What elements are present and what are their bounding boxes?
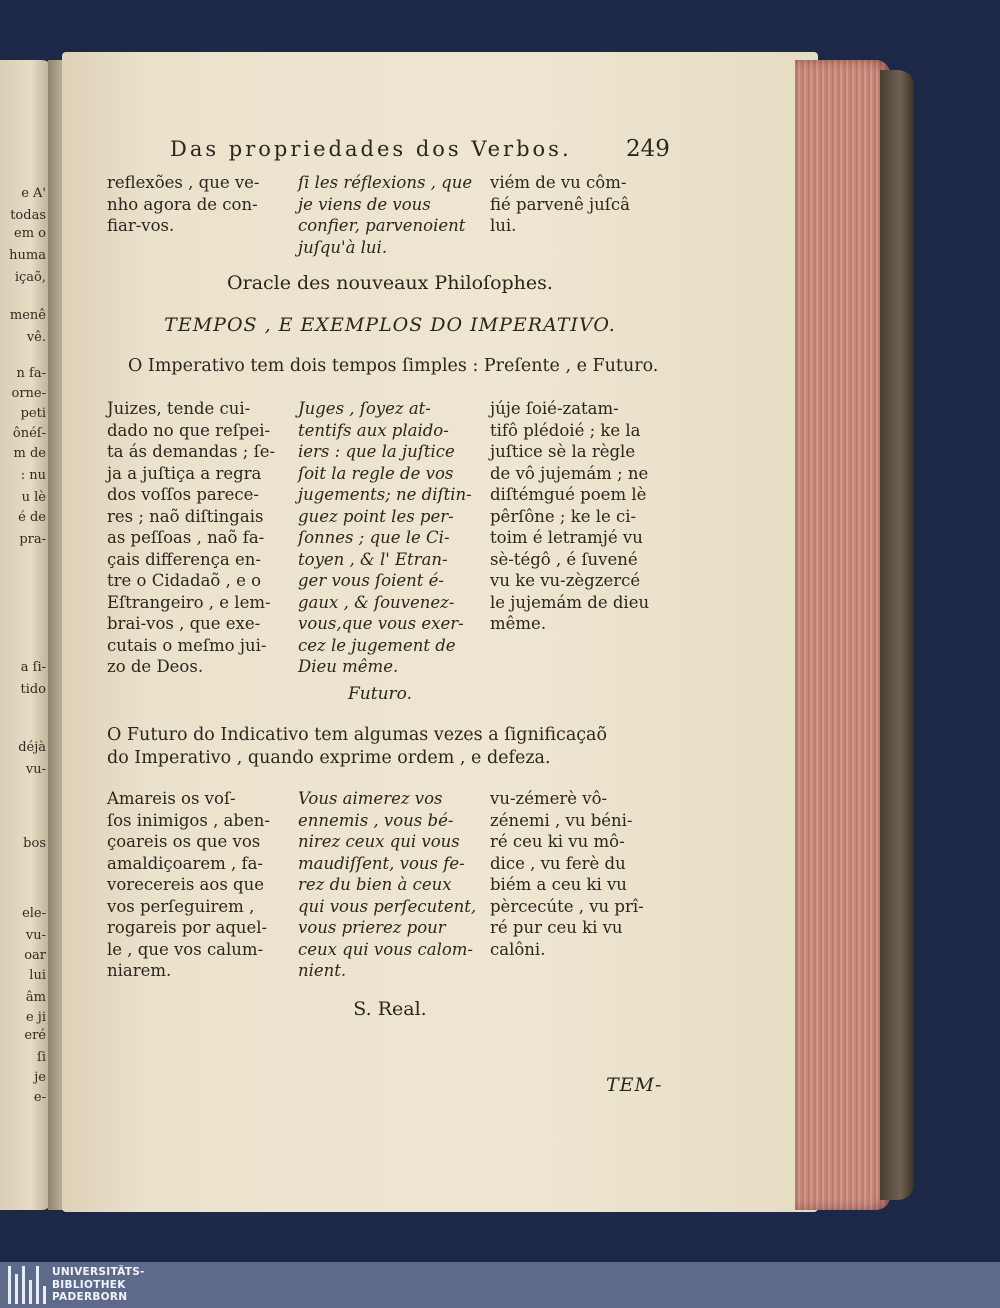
present-pronunciation-column <box>490 398 649 635</box>
text-line: de vô jujemám ; ne <box>490 463 649 483</box>
present-french-column <box>298 398 472 678</box>
text-line: toim é letramjé vu <box>490 528 643 547</box>
text-line: jugements; ne diſtin- <box>298 485 472 504</box>
futuro-title: Futuro. <box>348 684 412 704</box>
left-page-word-fragment: huma <box>9 248 46 263</box>
text-line: nient. <box>298 961 347 980</box>
left-page-word-fragment: déjà <box>18 740 46 755</box>
attribution: S. Real. <box>353 998 427 1020</box>
left-page-word-fragment: ſi <box>37 1050 46 1065</box>
text-line: guez point les per- <box>298 506 454 526</box>
text-line: ré pur ceu ki vu <box>490 918 623 937</box>
text-line: le , que vos calum- <box>107 939 264 959</box>
library-label <box>52 1266 145 1304</box>
text-line: pèrcecúte , vu prî- <box>490 896 644 916</box>
text-line: niarem. <box>107 961 172 980</box>
text-line: zénemi , vu béni- <box>490 810 633 830</box>
left-page-word-fragment: pra- <box>19 532 46 547</box>
text-line: gaux , & ſouvenez- <box>298 592 455 612</box>
text-line: même. <box>490 614 547 633</box>
text-line: fié parvenê juſcâ <box>490 194 630 214</box>
page-number: 249 <box>626 136 670 162</box>
section-title: TEMPOS , E EXEMPLOS DO IMPERATIVO. <box>164 314 616 336</box>
text-line: nirez ceux qui vous <box>298 832 460 851</box>
text-line: tentifs aux plaido- <box>298 420 449 440</box>
left-page-word-fragment: : nu <box>20 468 46 483</box>
text-line: biém a ceu ki vu <box>490 875 627 894</box>
text-line: cez le jugement de <box>298 635 456 655</box>
text-line: maudiſſent, vous fe- <box>298 853 465 873</box>
running-header: Das propriedades dos Verbos. <box>170 137 572 161</box>
top-french-column <box>298 172 472 258</box>
page-edges <box>795 60 890 1210</box>
text-line: vos perſeguirem , <box>107 896 255 916</box>
text-line: do Imperativo , quando exprime ordem , e defeza. <box>107 748 551 768</box>
text-line: Dieu même. <box>298 657 399 676</box>
left-page-word-fragment: u lè <box>21 490 46 505</box>
text-line: rez du bien à ceux <box>298 875 452 894</box>
text-line: tifô plédoié ; ke la <box>490 420 641 440</box>
text-line: ſonnes ; que le Ci- <box>298 528 450 547</box>
left-page-word-fragment: ele- <box>22 906 46 921</box>
text-line: iers : que la juſtice <box>298 442 455 461</box>
text-line: O Futuro do Indicativo tem algumas vezes a ſignificaçaõ <box>107 725 608 745</box>
left-page-word-fragment: todas <box>10 208 46 223</box>
text-line: confier, parvenoient <box>298 216 466 235</box>
text-line: çoareis os que vos <box>107 832 261 851</box>
text-line: ſoit la regle de vos <box>298 463 454 483</box>
text-line: vorecereis aos que <box>107 875 264 894</box>
text-line: BIBLIOTHEK <box>52 1278 126 1291</box>
text-line: pêrſône ; ke le ci- <box>490 506 637 526</box>
left-page-word-fragment: m de <box>13 446 46 461</box>
text-line: calôni. <box>490 939 546 959</box>
future-portuguese-column <box>107 788 270 982</box>
text-line: ſos inimigos , aben- <box>107 810 270 830</box>
text-line: reflexões , que ve- <box>107 173 260 192</box>
futuro-intro <box>107 724 607 770</box>
oracle-title: Oracle des nouveaux Philoſophes. <box>227 272 553 294</box>
text-line: as peſſoas , naõ fa- <box>107 528 265 547</box>
left-page-word-fragment: e A' <box>21 186 46 201</box>
left-page-word-fragment: eré <box>24 1028 46 1043</box>
text-line: ennemis , vous bé- <box>298 810 454 830</box>
text-line: ja a juſtiça a regra <box>107 463 262 483</box>
library-footer <box>0 1262 1000 1308</box>
text-line: dice , vu ferè du <box>490 853 626 873</box>
left-page-word-fragment: içaõ, <box>14 270 46 285</box>
university-library-logo-icon <box>6 1266 46 1304</box>
text-line: ta ás demandas ; ſe- <box>107 442 276 461</box>
text-line: qui vous perſecutent, <box>298 896 477 916</box>
top-portuguese-column <box>107 172 260 237</box>
text-line: ger vous ſoient é- <box>298 571 444 590</box>
text-line: Amareis os voſ- <box>107 789 236 808</box>
text-line: diſtémgué poem lè <box>490 485 647 504</box>
left-page-word-fragment: a ſi- <box>20 660 46 675</box>
left-page-word-fragment: vu- <box>25 762 46 777</box>
text-line: Juizes, tende cui- <box>107 399 251 418</box>
text-line: lui. <box>490 216 517 235</box>
text-line: dos voſſos parece- <box>107 485 259 504</box>
text-line: ceux qui vous calom- <box>298 939 473 959</box>
left-page-word-fragment: é de <box>18 510 46 525</box>
text-line: Vous aimerez vos <box>298 789 443 808</box>
text-line: vu-zémerè vô- <box>490 789 608 808</box>
text-line: juſtice sè la règle <box>490 442 636 461</box>
text-line: tre o Cidadaõ , e o <box>107 571 262 590</box>
text-line: dado no que reſpei- <box>107 420 271 440</box>
text-line: PADERBORN <box>52 1291 128 1303</box>
text-line: zo de Deos. <box>107 657 204 676</box>
left-page-word-fragment: ônéſ- <box>12 426 46 441</box>
imperative-intro: O Imperativo tem dois tempos ſimples : Preſente , e Futuro. <box>128 356 659 376</box>
text-line: je viens de vous <box>298 194 431 214</box>
text-line: viém de vu côm- <box>490 173 627 192</box>
text-line: nho agora de con- <box>107 194 258 214</box>
text-line: toyen , & l' Etran- <box>298 549 448 569</box>
left-page-fragment <box>0 60 52 1210</box>
present-portuguese-column <box>107 398 275 678</box>
left-page-word-fragment: vê. <box>26 330 46 345</box>
text-line: res ; naõ diſtingais <box>107 506 264 526</box>
left-page-word-fragment: peti <box>20 406 46 421</box>
text-line: cutais o meſmo jui- <box>107 635 267 655</box>
text-line: juſqu'à lui. <box>298 237 388 257</box>
top-pronunciation-column <box>490 172 630 237</box>
left-page-word-fragment: bos <box>23 836 46 851</box>
text-line: le jujemám de dieu <box>490 592 650 612</box>
text-line: vous prierez pour <box>298 918 446 937</box>
text-line: sè-tégô , é ſuvené <box>490 549 638 569</box>
text-line: Eſtrangeiro , e lem- <box>107 592 271 612</box>
text-line: amaldiçoarem , fa- <box>107 853 264 873</box>
future-french-column <box>298 788 476 982</box>
left-page-word-fragment: n fa- <box>16 366 46 381</box>
left-page-word-fragment: oar <box>24 948 46 963</box>
left-page-word-fragment: tido <box>20 682 46 697</box>
book-cover-edge <box>880 70 914 1200</box>
left-page-word-fragment: orne- <box>11 386 46 401</box>
text-line: júje ſoié-zatam- <box>490 399 619 418</box>
left-page-word-fragment: e- <box>33 1090 46 1105</box>
text-line: ré ceu ki vu mô- <box>490 832 625 851</box>
text-line: Juges , ſoyez at- <box>298 399 431 418</box>
text-line: vu ke vu-zègzercé <box>490 571 641 590</box>
text-line: brai-vos , que exe- <box>107 614 261 633</box>
left-page-word-fragment: em o <box>14 226 46 241</box>
text-line: vous,que vous exer- <box>298 614 464 633</box>
catchword: TEM- <box>606 1074 663 1096</box>
left-page-word-fragment: e ji <box>25 1010 46 1025</box>
text-line: UNIVERSITÄTS- <box>52 1266 145 1278</box>
left-page-word-fragment: vu- <box>25 928 46 943</box>
text-line: çais differença en- <box>107 549 261 569</box>
text-line: ſi les réflexions , que <box>298 173 473 192</box>
left-page-word-fragment: âm <box>25 990 46 1005</box>
left-page-word-fragment: lui <box>29 968 46 983</box>
text-line: rogareis por aquel- <box>107 918 268 937</box>
left-page-word-fragment: je <box>34 1070 46 1085</box>
left-page-word-fragment: menê <box>9 308 46 323</box>
text-line: fiar-vos. <box>107 216 175 235</box>
future-pronunciation-column <box>490 788 644 960</box>
